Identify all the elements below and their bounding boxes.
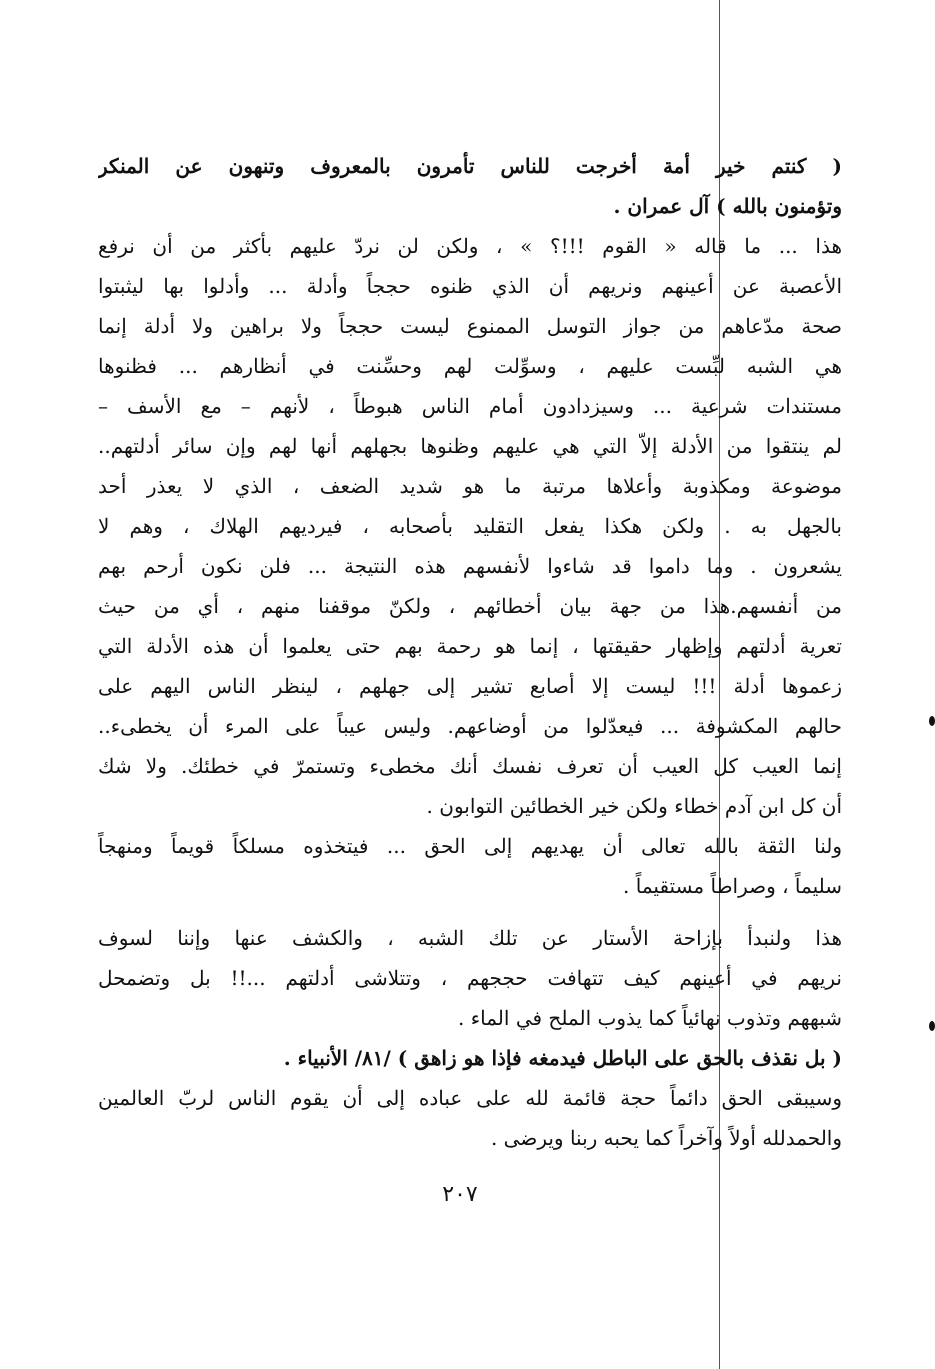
text-line: لم ينتقوا من الأدلة إلاّ التي هي عليهم وظنوها بجهلهم أنها لهم وإن سائر أدلتهم.. [98, 434, 842, 458]
text-line: أن كل ابن آدم خطاء ولكن خير الخطائين التوابون . [426, 794, 842, 818]
text-line: ولنا الثقة بالله تعالى أن يهديهم إلى الحق ... فيتخذوه مسلكاً قويماً ومنهجاً [98, 834, 842, 858]
paragraph-spacer [98, 906, 842, 918]
text-line: من أنفسهم.هذا من جهة بيان أخطائهم ، ولكنّ موقفنا منهم ، أي من حيث [98, 594, 842, 618]
text-line: نريهم في أعينهم كيف تتهافت حججهم ، وتتلاشى أدلتهم ...!! بل وتضمحل [98, 966, 842, 990]
text-line: ( بل نقذف بالحق على الباطل فيدمغه فإذا هو زاهق ) /٨١/ الأنبياء . [283, 1046, 842, 1070]
paragraph [98, 918, 842, 1038]
text-line: تعرية أدلتهم وإظهار حقيقتها ، إنما هو رحمة بهم حتى يعلموا أن هذه الأدلة التي [98, 634, 842, 658]
binding-hole-mark [929, 1021, 935, 1031]
text-line: وتؤمنون بالله ) آل عمران . [613, 194, 842, 218]
text-line: هذا ... ما قاله « القوم !!!؟ » ، ولكن لن نردّ عليهم بأكثر من أن نرفع [98, 234, 842, 258]
closing-quote [98, 1038, 842, 1078]
text-line: بالجهل به . ولكن هكذا يفعل التقليد بأصحابه ، فيرديهم الهلاك ، وهم لا [98, 514, 842, 538]
text-line: وسيبقى الحق دائماً حجة قائمة لله على عباده إلى أن يقوم الناس لربّ العالمين [98, 1086, 842, 1110]
text-line: هذا ولنبدأ بإزاحة الأستار عن تلك الشبه ، والكشف عنها وإننا لسوف [98, 926, 842, 950]
text-line: يشعرون . وما داموا قد شاءوا لأنفسهم هذه النتيجة ... فلن نكون أرحم بهم [98, 554, 842, 578]
text-line: زعموها أدلة !!! ليست إلا أصابع تشير إلى جهلهم ، لينظر الناس اليهم على [98, 674, 842, 698]
text-line: حالهم المكشوفة ... فيعدّلوا من أوضاعهم. وليس عيباً على المرء أن يخطىء.. [98, 714, 842, 738]
text-line: صحة مدّعاهم من جواز التوسل الممنوع ليست حججاً ولا براهين ولا أدلة إنما [98, 314, 842, 338]
text-line: ( كنتم خير أمة أخرجت للناس تأمرون بالمعروف وتنهون عن المنكر [98, 154, 842, 178]
paragraph [98, 1078, 842, 1158]
page-number: ٢٠٧ [442, 1182, 478, 1207]
text-line: هي الشبه لبِّست عليهم ، وسوِّلت لهم وحسِّنت في أنظارهم ... فظنوها [98, 354, 842, 378]
text-line: الأعصبة عن أعينهم ونريهم أن الذي ظنوه حججاً وأدلة ... وأدلوا بها ليثبتوا [98, 274, 842, 298]
opening-quote [98, 146, 842, 226]
page-body [98, 146, 842, 1158]
binding-hole-mark [929, 716, 935, 726]
text-line: إنما العيب كل العيب أن تعرف نفسك أنك مخطىء وتستمرّ في خطئك. ولا شك [98, 754, 842, 778]
text-line: شبههم وتذوب نهائياً كما يذوب الملح في الماء . [458, 1006, 842, 1030]
text-line: سليماً ، وصراطاً مستقيماً . [623, 874, 842, 898]
text-line: مستندات شرعية ... وسيزدادون أمام الناس هبوطاً ، لأنهم – مع الأسف – [98, 394, 842, 418]
text-line: موضوعة ومكذوبة وأعلاها مرتبة ما هو شديد الضعف ، الذي لا يعذر أحد [98, 474, 842, 498]
paragraph [98, 826, 842, 906]
text-line: والحمدلله أولاً وآخراً كما يحبه ربنا ويرضى . [490, 1126, 842, 1150]
paragraph [98, 226, 842, 826]
